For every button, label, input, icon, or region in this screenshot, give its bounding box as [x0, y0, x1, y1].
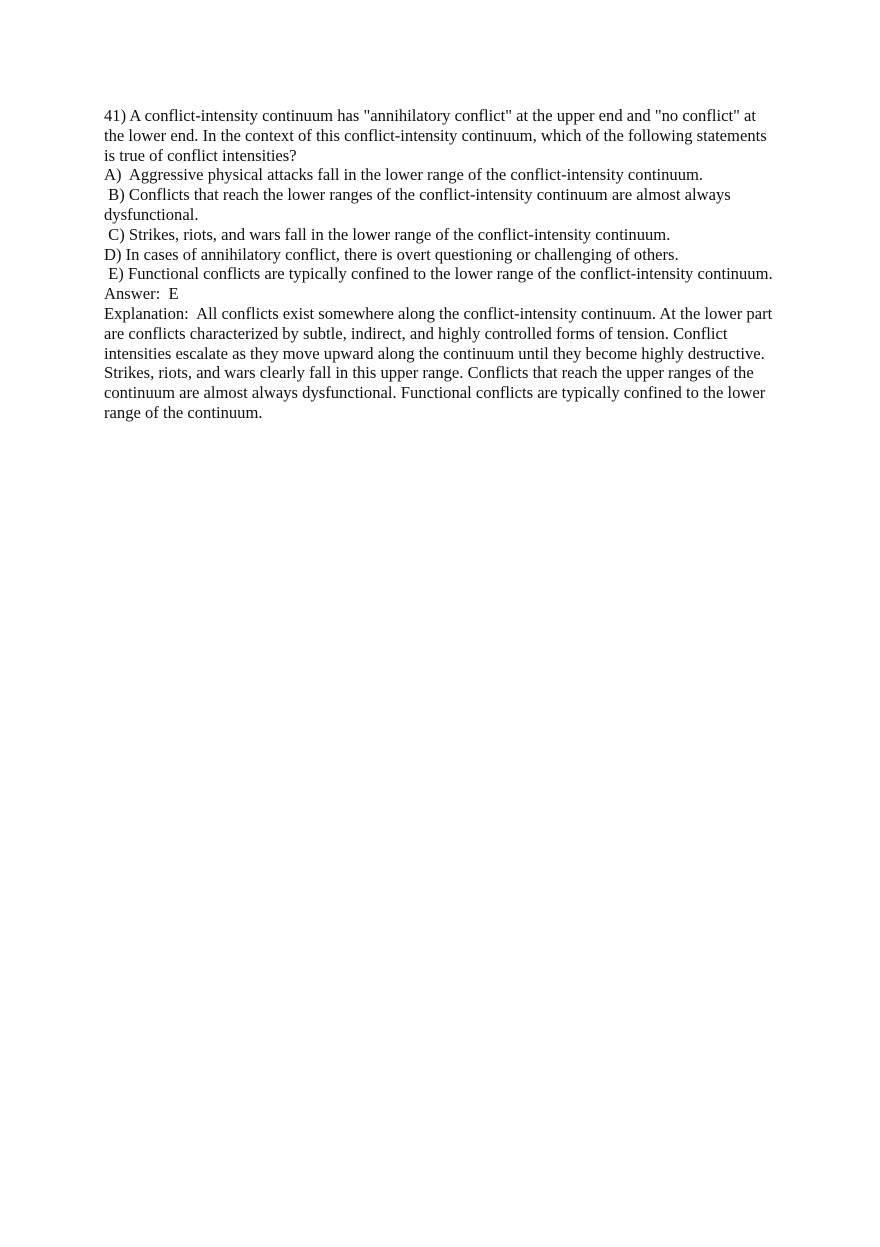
- option-b: B) Conflicts that reach the lower ranges of the conflict-intensity continuum are almost always dysfunctional.: [104, 185, 735, 224]
- answer-line: Answer: E: [104, 284, 179, 304]
- option-c: C) Strikes, riots, and wars fall in the lower range of the conflict-intensity continuum.: [104, 224, 671, 244]
- explanation-text: Explanation: All conflicts exist somewhere along the conflict-intensity continuum. At the lower part are conflicts characterized by subtle, indirect, and highly controlled forms of tension. Conflict intensities escalate as they move upward along the continuum until they become highly destructive. Strikes, riots, and wars clearly fall in this upper range. Conflicts that reach the upper ranges of the continuum are almost always dysfunctional. Functional conflicts are typically confined to the lower range of the continuum.: [104, 303, 777, 422]
- option-e: E) Functional conflicts are typically confined to the lower range of the conflict-intensity continuum.: [104, 264, 773, 284]
- option-d: D) In cases of annihilatory conflict, there is overt questioning or challenging of others.: [104, 244, 679, 264]
- question-block: [104, 106, 776, 423]
- option-a: A) Aggressive physical attacks fall in the lower range of the conflict-intensity continuum.: [104, 165, 704, 185]
- question-text: 41) A conflict-intensity continuum has "annihilatory conflict" at the upper end and "no conflict" at the lower end. In the context of this conflict-intensity continuum, which of the following statements is true of conflict intensities?: [104, 106, 767, 165]
